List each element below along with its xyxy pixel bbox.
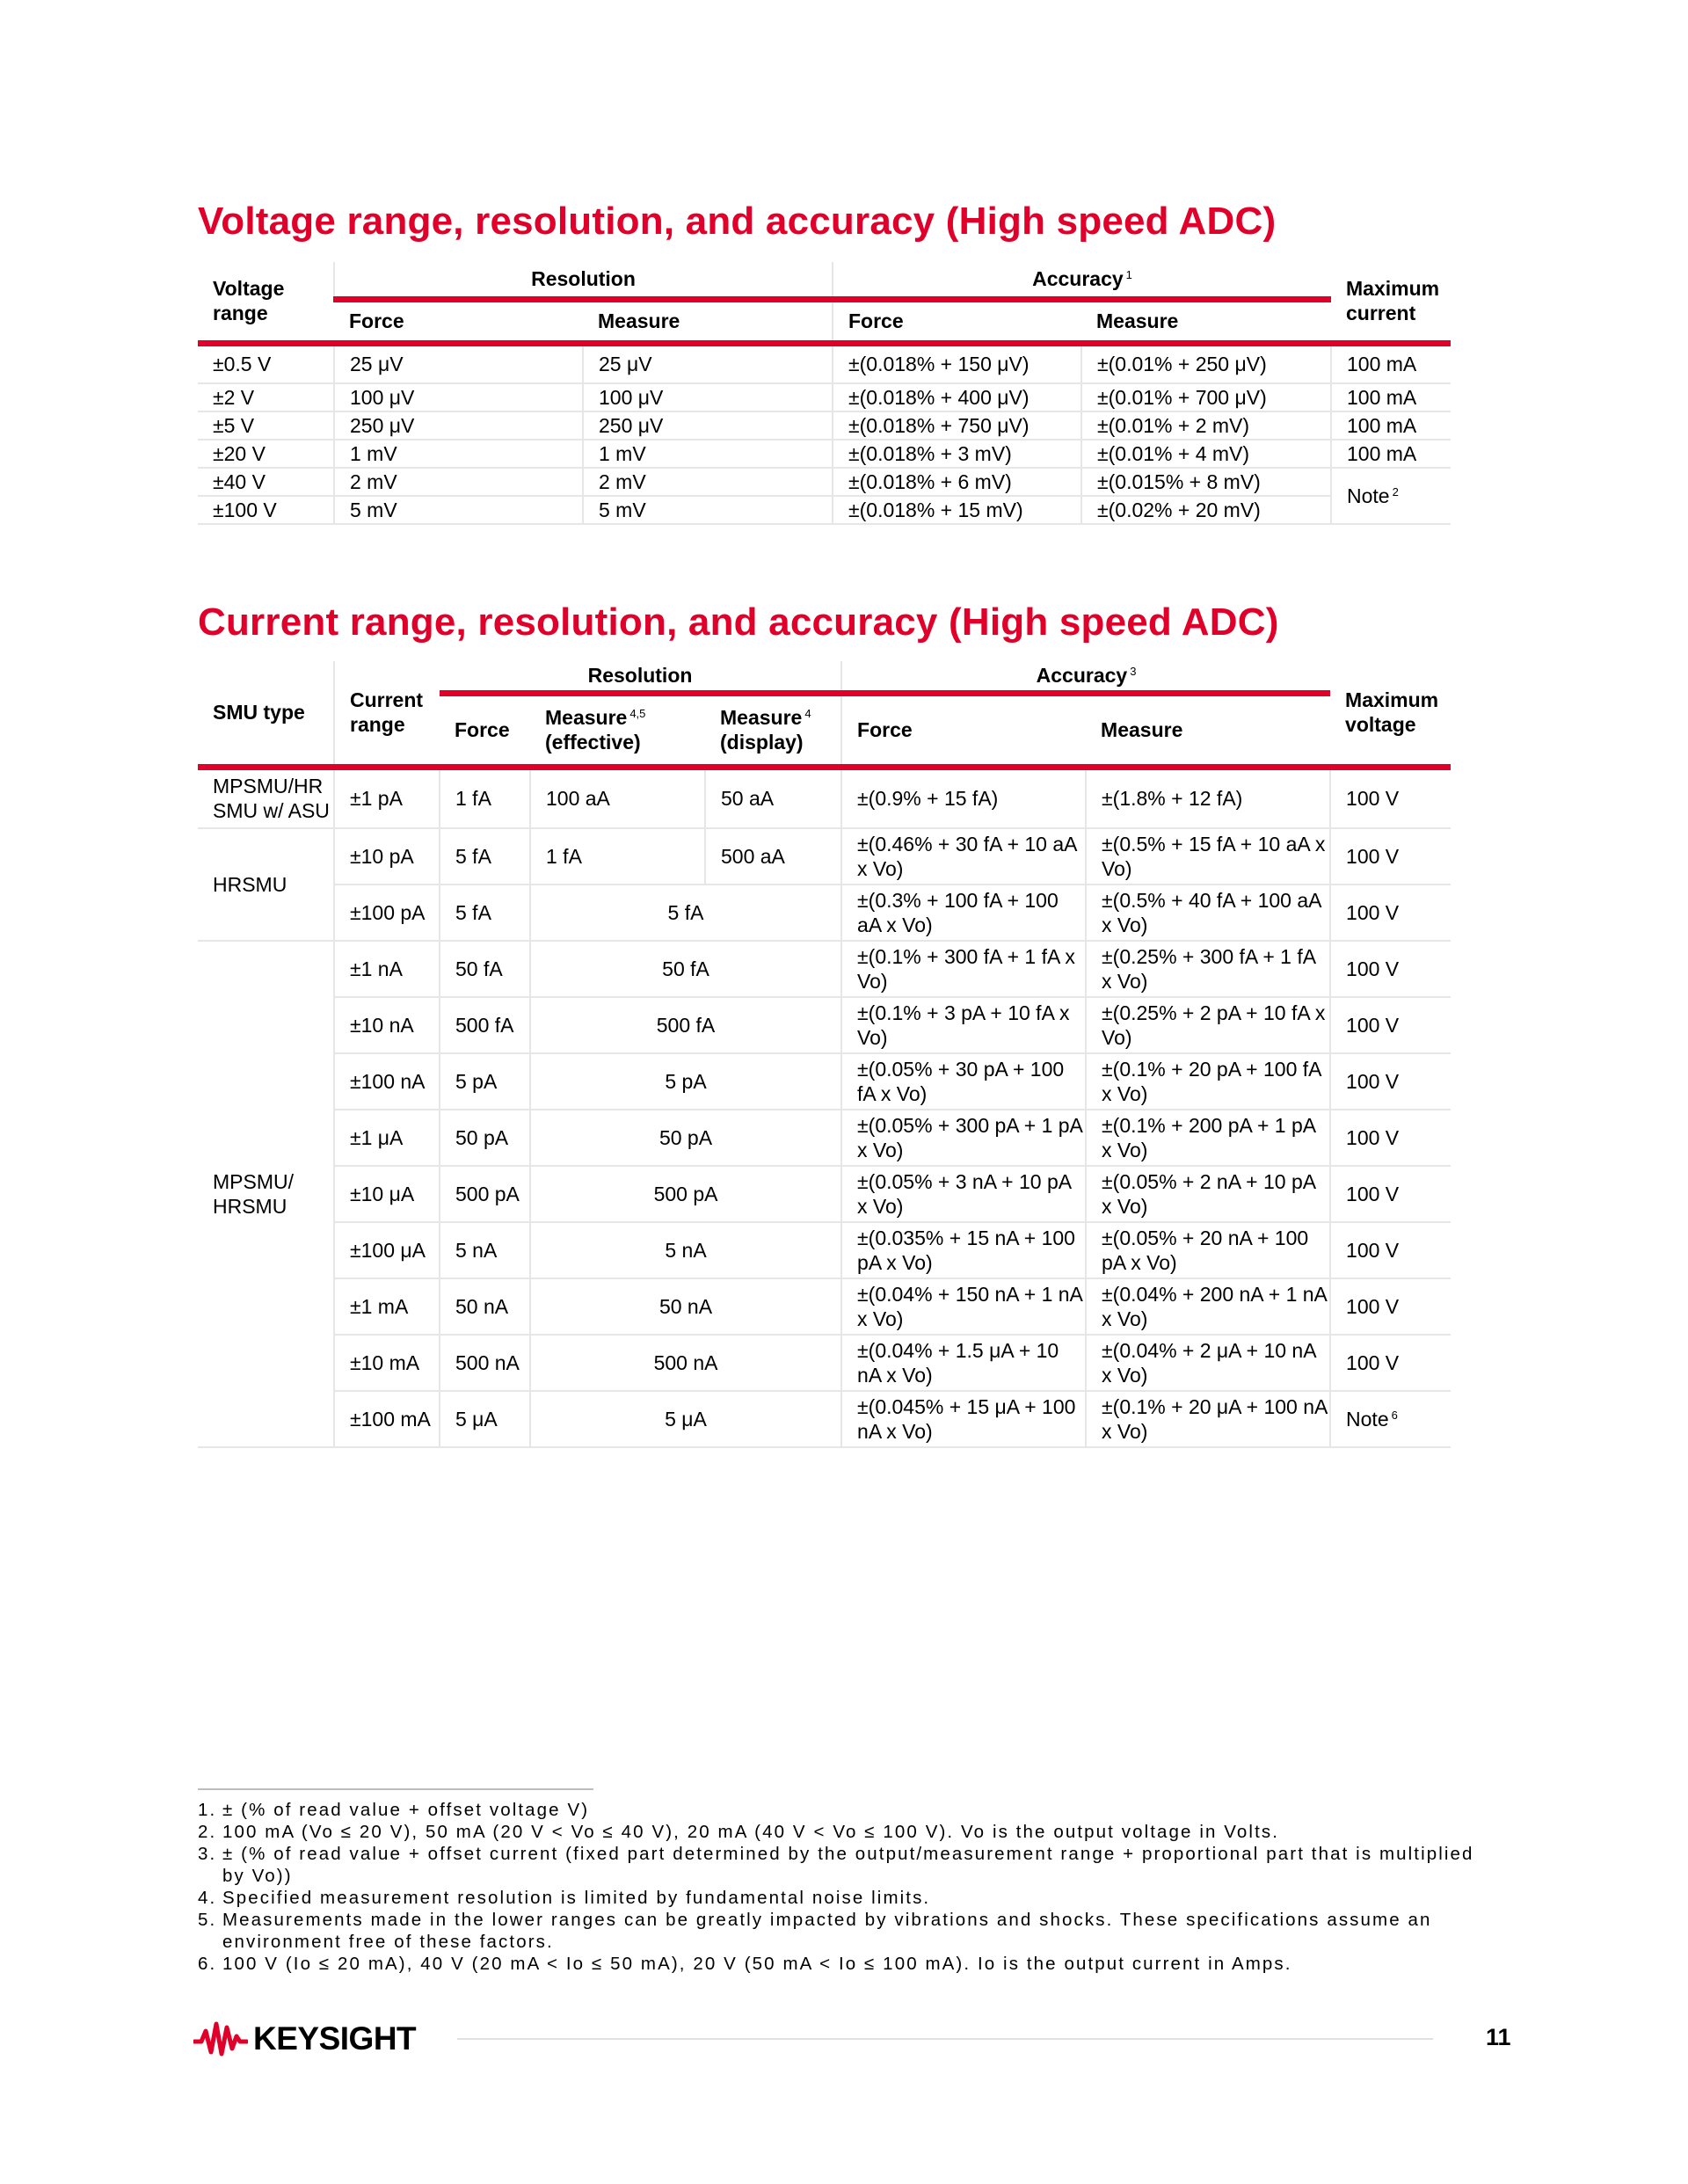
table-row (198, 1222, 1451, 1278)
footnote-number: 2. (198, 1822, 217, 1842)
res-measure-cell: 5 pA (530, 1053, 841, 1110)
max-voltage-cell: 100 V (1330, 828, 1451, 885)
voltage-section-title: Voltage range, resolution, and accuracy (High speed ADC) (198, 200, 1277, 243)
res-measure-cell: 50 pA (530, 1110, 841, 1166)
res-measure-cell: 250 μV (583, 411, 833, 440)
acc-measure-cell: ±(0.01% + 250 μV) (1081, 343, 1331, 383)
acc-measure-cell: ±(0.5% + 15 fA + 10 aA x Vo) (1086, 828, 1330, 885)
max-current-cell: 100 mA (1331, 383, 1451, 411)
max-current-cell: 100 mA (1331, 411, 1451, 440)
res-measure-cell: 100 μV (583, 383, 833, 411)
acc-measure-cell: ±(0.25% + 300 fA + 1 fA x Vo) (1086, 941, 1330, 997)
current-range-cell: ±1 mA (334, 1278, 440, 1335)
max-voltage-cell: 100 V (1330, 1335, 1451, 1391)
res-measure-cell: 50 nA (530, 1278, 841, 1335)
max-voltage-cell: 100 V (1330, 1110, 1451, 1166)
current-accuracy-note: 3 (1130, 665, 1137, 679)
acc-force-cell: ±(0.018% + 6 mV) (833, 468, 1081, 496)
current-res-measure-disp-header (705, 693, 841, 767)
footnote-text: ± (% of read value + offset voltage V) (222, 1800, 590, 1820)
res-measure-cell: 1 mV (583, 440, 833, 468)
brand-name: KEYSIGHT (253, 2020, 417, 2057)
voltage-max-current-header: Maximum current (1331, 262, 1451, 343)
footnote-item (198, 1821, 1499, 1843)
smu-type-cell: HRSMU (198, 828, 334, 941)
max-voltage-cell: 100 V (1330, 1053, 1451, 1110)
footnote-number: 5. (198, 1910, 217, 1930)
current-range-cell: ±1 pA (334, 767, 440, 828)
acc-measure-cell: ±(0.5% + 40 fA + 100 aA x Vo) (1086, 885, 1330, 941)
res-measure-cell: 500 fA (530, 997, 841, 1053)
acc-force-cell: ±(0.035% + 15 nA + 100 pA x Vo) (841, 1222, 1086, 1278)
max-current-cell: 100 mA (1331, 440, 1451, 468)
max-voltage-note-cell (1330, 1391, 1451, 1447)
footnote-text: 100 mA (Vo ≤ 20 V), 50 mA (20 V < Vo ≤ 40 V), 20 mA (40 V < Vo ≤ 100 V). Vo is the output voltage in Volts. (222, 1822, 1280, 1842)
current-range-cell: ±100 μA (334, 1222, 440, 1278)
voltage-res-measure-header: Measure (583, 299, 833, 343)
table-row (198, 411, 1451, 440)
current-accuracy-header (841, 661, 1330, 693)
footnote-text: Specified measurement resolution is limited by fundamental noise limits. (222, 1888, 931, 1908)
res-force-cell: 5 mV (334, 496, 583, 524)
max-voltage-cell: 100 V (1330, 997, 1451, 1053)
res-measure-disp-cell: 50 aA (705, 767, 841, 828)
current-range-cell: ±100 nA (334, 1053, 440, 1110)
acc-force-cell: ±(0.05% + 3 nA + 10 pA x Vo) (841, 1166, 1086, 1222)
max-voltage-cell: 100 V (1330, 885, 1451, 941)
current-acc-force-header: Force (841, 693, 1086, 767)
res-measure-cell: 5 nA (530, 1222, 841, 1278)
res-measure-eff-cell: 1 fA (530, 828, 705, 885)
acc-force-cell: ±(0.1% + 3 pA + 10 fA x Vo) (841, 997, 1086, 1053)
table-row (198, 468, 1451, 496)
table-row (198, 885, 1451, 941)
res-force-cell: 500 pA (440, 1166, 530, 1222)
acc-measure-cell: ±(0.015% + 8 mV) (1081, 468, 1331, 496)
res-force-cell: 50 pA (440, 1110, 530, 1166)
footnote-text: Measurements made in the lower ranges can be greatly impacted by vibrations and shocks. These specifications assume an environment free of these factors. (222, 1910, 1432, 1952)
smu-type-cell: MPSMU/HR SMU w/ ASU (198, 767, 334, 828)
acc-measure-cell: ±(0.25% + 2 pA + 10 fA x Vo) (1086, 997, 1330, 1053)
acc-force-cell: ±(0.018% + 3 mV) (833, 440, 1081, 468)
current-acc-measure-header: Measure (1086, 693, 1330, 767)
table-row (198, 343, 1451, 383)
res-measure-cell: 5 fA (530, 885, 841, 941)
acc-measure-cell: ±(0.01% + 4 mV) (1081, 440, 1331, 468)
max-voltage-cell: 100 V (1330, 1222, 1451, 1278)
footnote-item (198, 1909, 1499, 1953)
res-force-cell: 250 μV (334, 411, 583, 440)
res-measure-cell: 50 fA (530, 941, 841, 997)
current-range-header: Current range (334, 661, 440, 767)
res-force-cell: 5 fA (440, 885, 530, 941)
acc-force-cell: ±(0.018% + 750 μV) (833, 411, 1081, 440)
acc-measure-cell: ±(1.8% + 12 fA) (1086, 767, 1330, 828)
acc-force-cell: ±(0.9% + 15 fA) (841, 767, 1086, 828)
current-range-cell: ±100 mA (334, 1391, 440, 1447)
current-max-voltage-header: Maximum voltage (1330, 661, 1451, 767)
res-force-cell: 50 fA (440, 941, 530, 997)
current-range-cell: ±10 mA (334, 1335, 440, 1391)
table-row (198, 1335, 1451, 1391)
voltage-acc-measure-header: Measure (1081, 299, 1331, 343)
acc-measure-cell: ±(0.04% + 200 nA + 1 nA x Vo) (1086, 1278, 1330, 1335)
footnote-text: 100 V (Io ≤ 20 mA), 40 V (20 mA < Io ≤ 50 mA), 20 V (50 mA < Io ≤ 100 mA). Io is the output current in Amps. (222, 1954, 1292, 1974)
acc-measure-cell: ±(0.1% + 20 pA + 100 fA x Vo) (1086, 1053, 1330, 1110)
table-row (198, 1166, 1451, 1222)
acc-measure-cell: ±(0.01% + 700 μV) (1081, 383, 1331, 411)
acc-measure-cell: ±(0.05% + 20 nA + 100 pA x Vo) (1086, 1222, 1330, 1278)
table-row (198, 1053, 1451, 1110)
acc-force-cell: ±(0.018% + 400 μV) (833, 383, 1081, 411)
current-res-force-header: Force (440, 693, 530, 767)
voltage-accuracy-header (833, 262, 1331, 299)
footnote-number: 6. (198, 1954, 217, 1974)
max-voltage-cell: 100 V (1330, 941, 1451, 997)
table-row (198, 997, 1451, 1053)
voltage-acc-force-header: Force (833, 299, 1081, 343)
page-number: 11 (1486, 2024, 1511, 2050)
current-range-cell: ±10 pA (334, 828, 440, 885)
acc-measure-cell: ±(0.1% + 20 μA + 100 nA x Vo) (1086, 1391, 1330, 1447)
max-current-note-cell (1331, 468, 1451, 524)
res-force-cell: 5 nA (440, 1222, 530, 1278)
footnote-text: ± (% of read value + offset current (fixed part determined by the output/measurement range + proportional part that is multiplied by Vo)) (222, 1844, 1474, 1886)
footnote-item (198, 1953, 1499, 1975)
acc-force-cell: ±(0.018% + 150 μV) (833, 343, 1081, 383)
acc-force-cell: ±(0.3% + 100 fA + 100 aA x Vo) (841, 885, 1086, 941)
measure-eff-note: 4,5 (629, 707, 646, 720)
acc-force-cell: ±(0.018% + 15 mV) (833, 496, 1081, 524)
res-force-cell: 25 μV (334, 343, 583, 383)
current-accuracy-label: Accuracy (1036, 664, 1128, 688)
res-force-cell: 1 mV (334, 440, 583, 468)
acc-measure-cell: ±(0.1% + 200 pA + 1 pA x Vo) (1086, 1110, 1330, 1166)
res-force-cell: 500 fA (440, 997, 530, 1053)
measure-disp-label: Measure (720, 706, 803, 729)
table-row (198, 440, 1451, 468)
voltage-table-container (198, 262, 1451, 525)
footnote-item (198, 1799, 1499, 1821)
max-voltage-cell: 100 V (1330, 1278, 1451, 1335)
current-res-measure-eff-header (530, 693, 705, 767)
footnote-number: 1. (198, 1800, 217, 1820)
acc-force-cell: ±(0.04% + 1.5 μA + 10 nA x Vo) (841, 1335, 1086, 1391)
acc-force-cell: ±(0.045% + 15 μA + 100 nA x Vo) (841, 1391, 1086, 1447)
smu-type-header: SMU type (198, 661, 334, 767)
acc-measure-cell: ±(0.04% + 2 μA + 10 nA x Vo) (1086, 1335, 1330, 1391)
current-table (198, 661, 1451, 1448)
measure-disp-note: 4 (804, 707, 811, 720)
footnote-number: 4. (198, 1888, 217, 1908)
res-measure-cell: 5 μA (530, 1391, 841, 1447)
acc-measure-cell: ±(0.05% + 2 nA + 10 pA x Vo) (1086, 1166, 1330, 1222)
acc-force-cell: ±(0.1% + 300 fA + 1 fA x Vo) (841, 941, 1086, 997)
res-measure-cell: 5 mV (583, 496, 833, 524)
voltage-range-cell: ±40 V (198, 468, 334, 496)
max-voltage-cell: 100 V (1330, 767, 1451, 828)
measure-eff-label: Measure (545, 706, 628, 729)
voltage-range-cell: ±100 V (198, 496, 334, 524)
acc-measure-cell: ±(0.02% + 20 mV) (1081, 496, 1331, 524)
res-force-cell: 5 μA (440, 1391, 530, 1447)
table-row (198, 1278, 1451, 1335)
keysight-logo (193, 2019, 416, 2059)
footnotes-list (198, 1799, 1499, 1975)
acc-measure-cell: ±(0.01% + 2 mV) (1081, 411, 1331, 440)
max-voltage-cell: 100 V (1330, 1166, 1451, 1222)
res-measure-eff-cell: 100 aA (530, 767, 705, 828)
voltage-range-cell: ±0.5 V (198, 343, 334, 383)
voltage-res-force-header: Force (334, 299, 583, 343)
table-row (198, 767, 1451, 828)
voltage-range-cell: ±2 V (198, 383, 334, 411)
measure-eff-sub: (effective) (545, 731, 641, 753)
footnote-number: 3. (198, 1844, 217, 1864)
footnote-item (198, 1843, 1499, 1887)
footnote-divider (198, 1788, 593, 1790)
current-section-title: Current range, resolution, and accuracy (High speed ADC) (198, 601, 1279, 644)
acc-force-cell: ±(0.04% + 150 nA + 1 nA x Vo) (841, 1278, 1086, 1335)
res-measure-cell: 25 μV (583, 343, 833, 383)
table-row (198, 496, 1451, 524)
voltage-accuracy-label: Accuracy (1032, 267, 1124, 291)
current-range-cell: ±1 nA (334, 941, 440, 997)
voltage-resolution-header: Resolution (334, 262, 833, 299)
acc-force-cell: ±(0.46% + 30 fA + 10 aA x Vo) (841, 828, 1086, 885)
res-force-cell: 5 pA (440, 1053, 530, 1110)
table-row (198, 941, 1451, 997)
max-current-cell: 100 mA (1331, 343, 1451, 383)
table-row (198, 828, 1451, 885)
voltage-table (198, 262, 1451, 525)
res-force-cell: 500 nA (440, 1335, 530, 1391)
voltage-range-header: Voltage range (198, 262, 334, 343)
res-force-cell: 50 nA (440, 1278, 530, 1335)
acc-force-cell: ±(0.05% + 300 pA + 1 pA x Vo) (841, 1110, 1086, 1166)
res-measure-cell: 500 nA (530, 1335, 841, 1391)
max-current-note-ref: 2 (1392, 485, 1399, 499)
max-voltage-note-ref: 6 (1391, 1409, 1398, 1422)
current-range-cell: ±100 pA (334, 885, 440, 941)
table-row (198, 383, 1451, 411)
table-row (198, 1391, 1451, 1447)
acc-force-cell: ±(0.05% + 30 pA + 100 fA x Vo) (841, 1053, 1086, 1110)
keysight-wave-icon (193, 2020, 248, 2057)
footer-divider (457, 2038, 1433, 2040)
measure-disp-sub: (display) (720, 731, 804, 753)
res-measure-cell: 500 pA (530, 1166, 841, 1222)
current-resolution-header: Resolution (587, 664, 693, 688)
current-table-container (198, 661, 1451, 1448)
voltage-range-cell: ±5 V (198, 411, 334, 440)
res-force-cell: 5 fA (440, 828, 530, 885)
table-row (198, 1110, 1451, 1166)
max-voltage-note: Note (1346, 1408, 1389, 1431)
smu-type-cell: MPSMU/ HRSMU (198, 941, 334, 1447)
voltage-range-cell: ±20 V (198, 440, 334, 468)
res-measure-disp-cell: 500 aA (705, 828, 841, 885)
current-range-cell: ±10 μA (334, 1166, 440, 1222)
res-force-cell: 1 fA (440, 767, 530, 828)
res-measure-cell: 2 mV (583, 468, 833, 496)
max-current-note: Note (1347, 484, 1390, 507)
res-force-cell: 2 mV (334, 468, 583, 496)
voltage-accuracy-note: 1 (1125, 268, 1132, 282)
current-range-cell: ±10 nA (334, 997, 440, 1053)
res-force-cell: 100 μV (334, 383, 583, 411)
footnote-item (198, 1887, 1499, 1909)
current-range-cell: ±1 μA (334, 1110, 440, 1166)
